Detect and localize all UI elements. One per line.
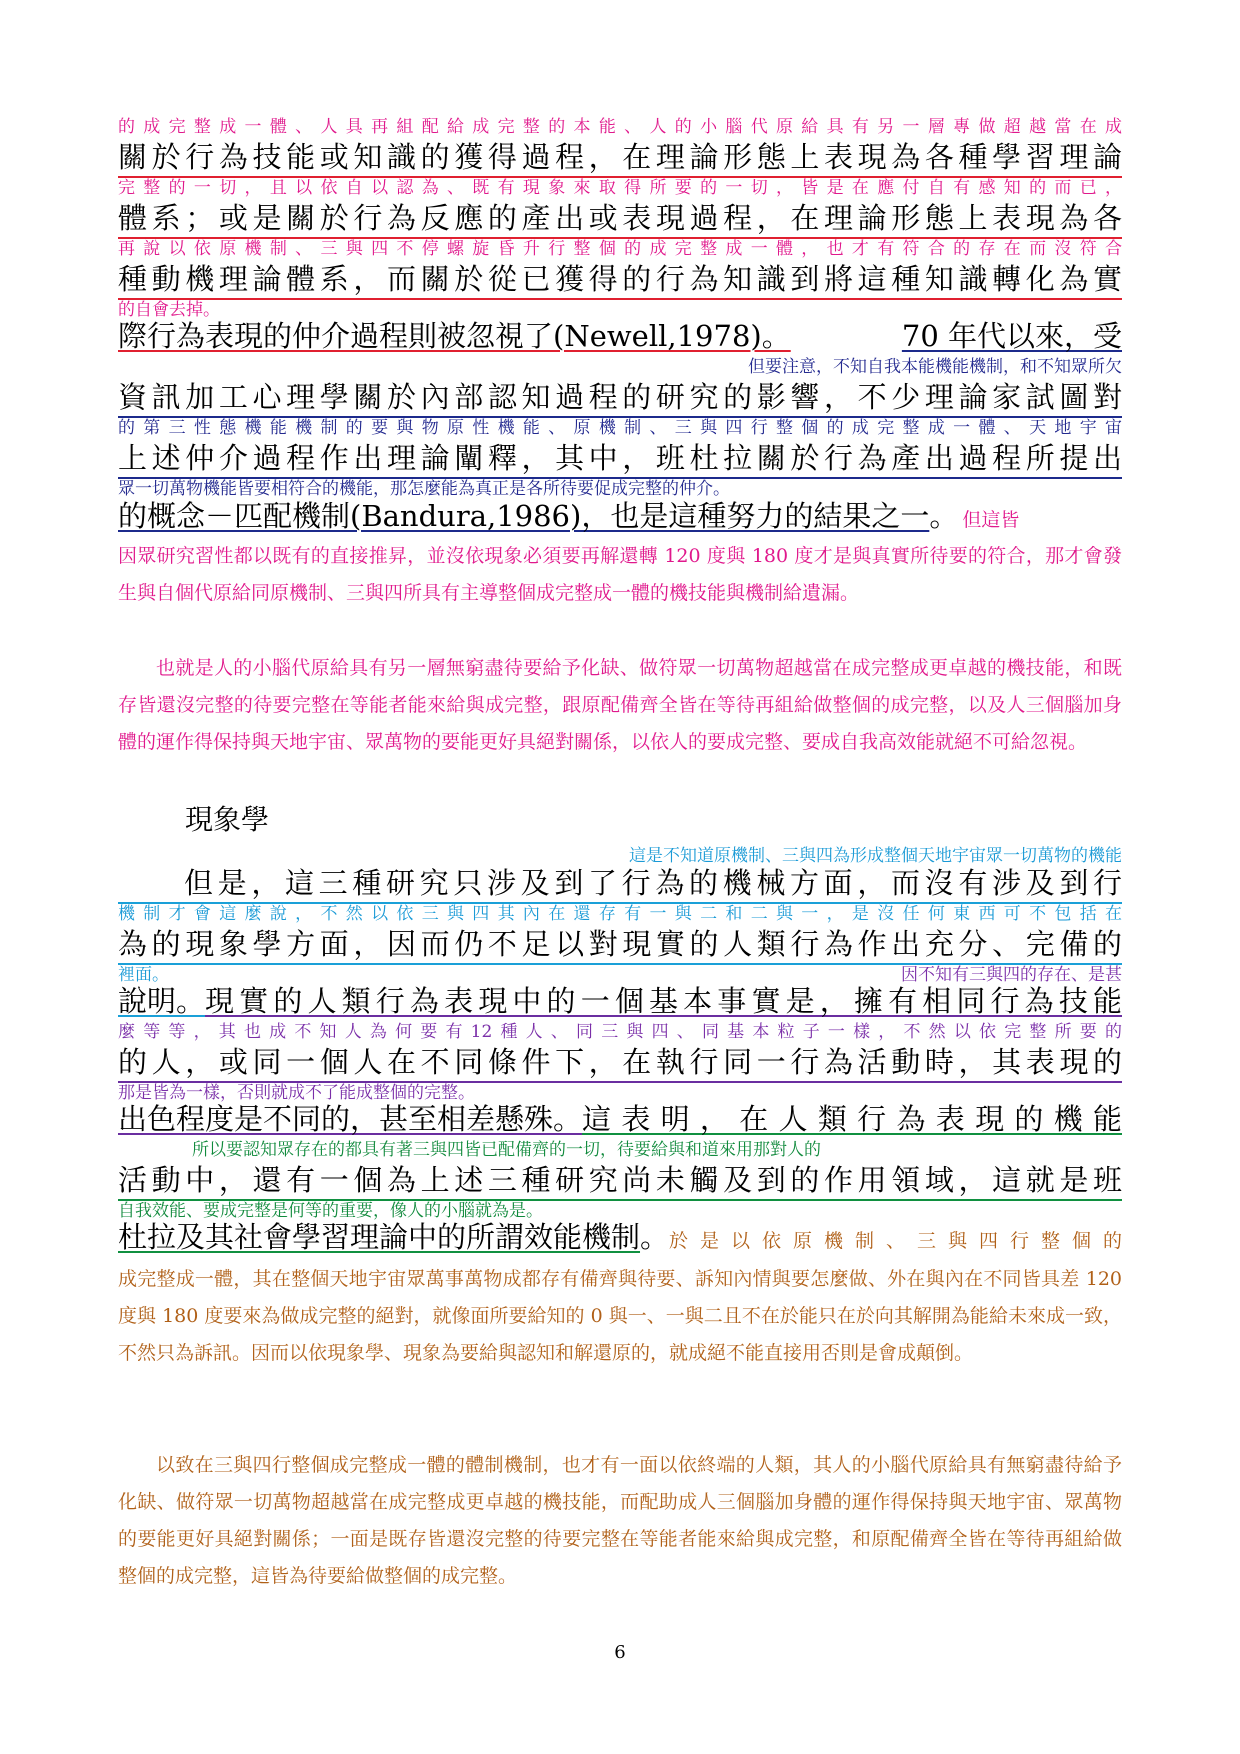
- annotation-line: 機制才會這麼說，不然以依三與四其內在還存有一與二和二與一，是沒任何東西可不包括在: [118, 904, 1122, 924]
- main-text-line: 體系；或是關於行為反應的產出或表現過程，在理論形態上表現為各: [118, 199, 1122, 239]
- annotation-line: 的第三性態機能機制的要與物原性機能、原機制、三與四行整個的成完整成一體、天地宇宙: [118, 418, 1122, 438]
- annotation-segment: 裡面。: [118, 965, 169, 985]
- annotation-line: 的成完整成一體、人具再組配給成完整的本能、人的小腦代原給具有另一層專做超越當在成: [118, 117, 1122, 137]
- annotation-line: 那是皆為一樣，否則就成不了能成整個的完整。: [118, 1083, 475, 1103]
- main-text-segment: 出色程度是不同的，甚至相差懸殊。: [118, 1102, 583, 1136]
- paragraph: 以致在三與四行整個成完整成一體的體制機制，也才有一面以依終端的人類，其人的小腦代原給具有無窮盡待給予化缺、做符眾一切萬物超越當在成完整成更卓越的機技能，而配助成人三個腦加身體的運作得保持與天地宇宙、眾萬物的要能更好具絕對關係；一面是既存皆還沒完整的待要完整在等能者能來給與成完整，和原配備齊全皆在等待再組給做整個的成完整，這皆為待要給做整個的成完整。: [118, 1454, 1122, 1587]
- paragraph: 因眾研究習性都以既有的直接推昇，並沒依現象必須要再解還轉 120 度與 180 度才是與真實所待要的符合，那才會發生與自個代原給同原機制、三與四所具有主導整個成完整成一體的機技能與機制給遺漏。: [118, 545, 1122, 604]
- main-text-line: [118, 497, 1122, 539]
- annotation-line: 但要注意，不知自我本能機能機制，和不知眾所欠: [748, 357, 1122, 377]
- main-text-line: 種動機理論體系，而關於從已獲得的行為知識到將這種知識轉化為實: [118, 260, 1122, 300]
- main-text-segment: 現實的人類行為表現中的一個基本事實是，擁有相同行為技能: [205, 984, 1122, 1018]
- main-text-segment: 說明。: [118, 984, 206, 1018]
- main-text-line: 資訊加工心理學關於內部認知過程的研究的影響，不少理論家試圖對: [118, 378, 1122, 418]
- main-text-segment: 。: [929, 499, 959, 533]
- annotation-line: 這是不知道原機制、三與四為形成整個天地宇宙眾一切萬物的機能: [629, 846, 1122, 866]
- annotation-line: 再說以依原機制、三與四不停螺旋昏升行整個的成完整成一體，也才有符合的存在而沒符合: [118, 239, 1122, 259]
- main-text-segment: 這表明，在人類行為表現的機能: [582, 1102, 1122, 1136]
- main-text-line: 但是，這三種研究只涉及到了行為的機械方面，而沒有涉及到行: [118, 864, 1122, 904]
- main-text-line: 上述仲介過程作出理論闡釋，其中，班杜拉關於行為產出過程所提出: [118, 439, 1122, 479]
- main-text-line: 關於行為技能或知識的獲得過程，在理論形態上表現為各種學習理論: [118, 138, 1122, 178]
- main-text-line: [118, 1218, 1122, 1260]
- annotation-line: 眾一切萬物機能皆要相符合的機能，那怎麼能為真正是各所待要促成完整的仲介。: [118, 479, 730, 499]
- paragraph: 也就是人的小腦代原給具有另一層無窮盡待要給予化缺、做符眾一切萬物超越當在成完整成更卓越的機技能，和既存皆還沒完整的待要完整在等能者能來給與成完整，跟原配備齊全皆在等待再組給做整個的成完整，以及人三個腦加身體的運作得保持與天地宇宙、眾萬物的要能更好具絕對關係，以依人的要成完整、要成自我高效能就絕不可給忽視。: [118, 657, 1122, 753]
- page-number: 6: [614, 1642, 626, 1663]
- paragraph: 成完整成一體，其在整個天地宇宙眾萬事萬物成都存有備齊與待要、訴知內情與要怎麼做、外在與內在不同皆具差 120 度與 180 度要來為做成完整的絕對，就像面所要給知的 0 與一、一與二且不在於能只在於向其解開為能給未來成一致，不然只為訴訊。因而以依現象學、現象為要給與認知和解還原的，就成絕不能直接用否則是會成顛倒。: [118, 1268, 1122, 1364]
- section-heading: 現象學: [185, 803, 270, 836]
- annotation-line: 麼等等，其也成不知人為何要有12種人、同三與四、同基本粒子一樣，不然以依完整所要的: [118, 1022, 1122, 1042]
- main-text-line: [118, 1100, 1122, 1138]
- main-text-segment: 。: [640, 1220, 670, 1254]
- main-text-segment: 杜拉及其社會學習理論中的所謂效能機制: [118, 1220, 641, 1254]
- main-text-segment: 70 年代以來，受: [901, 319, 1122, 353]
- annotation-line: 的自會去掉。: [118, 300, 220, 320]
- annotation-line: 所以要認知眾存在的都具有著三與四皆已配備齊的一切，待要給與和道來用那對人的: [192, 1140, 821, 1160]
- annotation-inline: 於是以依原機制、三與四行整個的: [669, 1230, 1122, 1252]
- main-text-segment: 的概念－匹配機制(Bandura,1986)，也是這種努力的結果之一: [118, 499, 930, 533]
- main-text-line: 活動中，還有一個為上述三種研究尚未觸及到的作用領域，這就是班: [118, 1161, 1122, 1201]
- main-text-line: [118, 982, 1122, 1020]
- main-text-segment: 際行為表現的仲介過程則被忽視了(Newell,1978)。: [118, 319, 791, 353]
- annotation-inline: 但這皆: [962, 509, 1020, 531]
- annotation-line: 完整的一切，且以依自以認為、既有現象來取得所要的一切，皆是在應付自有感知的而已，: [118, 178, 1122, 198]
- main-text-line: 為的現象學方面，因而仍不足以對現實的人類行為作出充分、完備的: [118, 925, 1122, 965]
- main-text-line: 的人，或同一個人在不同條件下，在執行同一行為活動時，其表現的: [118, 1043, 1122, 1083]
- annotation-line: 自我效能、要成完整是何等的重要，像人的小腦就為是。: [118, 1201, 543, 1221]
- main-text-line: [118, 317, 1122, 355]
- annotation-segment: 因不知有三與四的存在、是甚: [901, 965, 1122, 985]
